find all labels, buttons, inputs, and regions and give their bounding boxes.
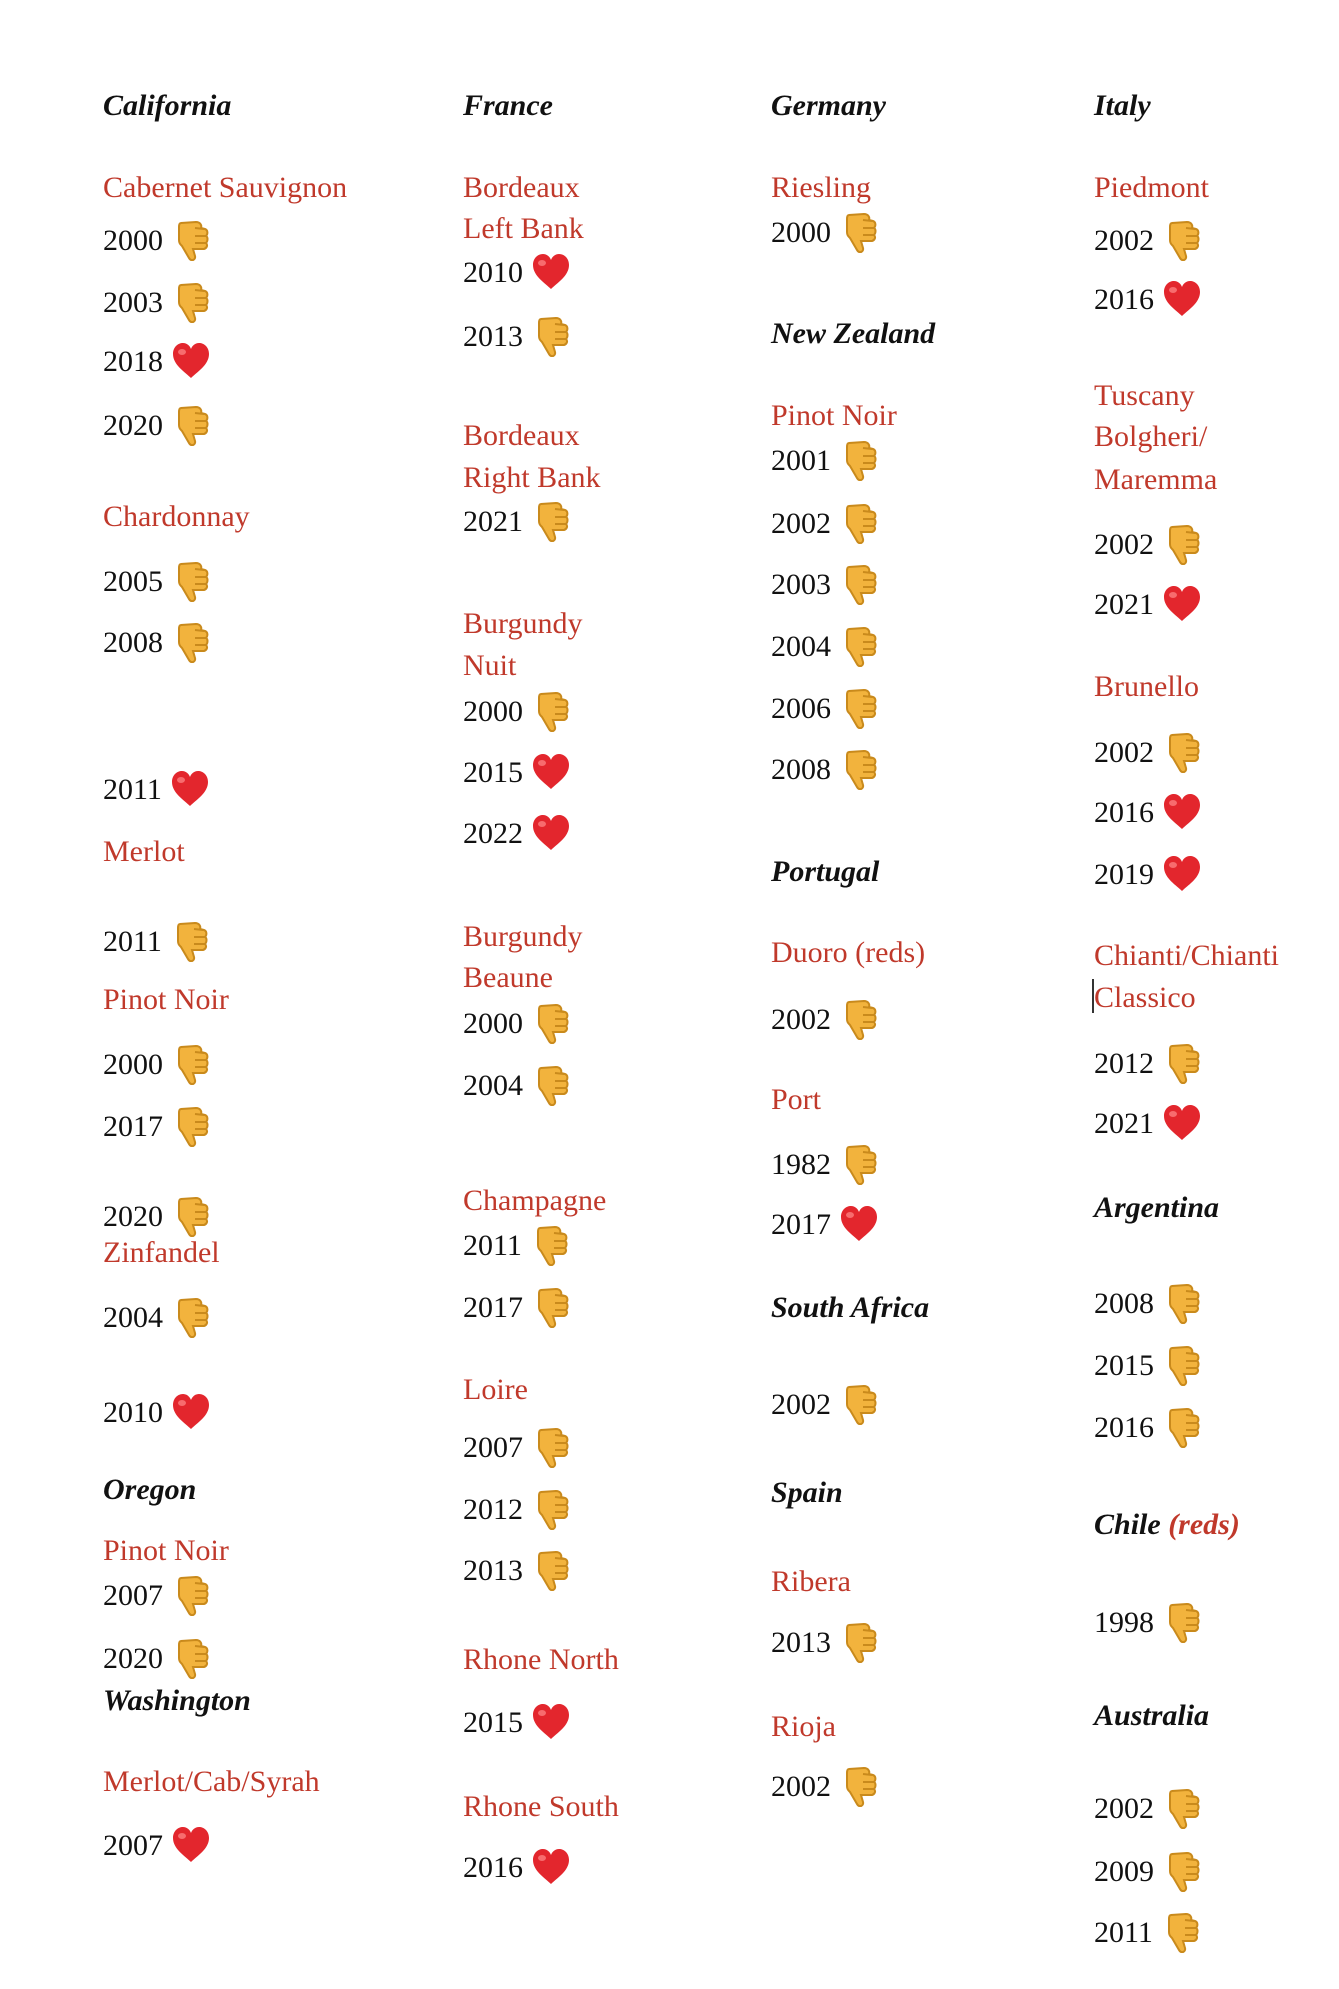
vintage-row: [771, 1146, 879, 1188]
vintage-year: 2006: [771, 691, 831, 725]
vintage-year: 2021: [1094, 587, 1154, 621]
vintage-row: [771, 690, 879, 732]
heart-icon: [839, 1205, 879, 1243]
thumbs-down-icon: [1162, 1282, 1202, 1324]
vintage-row: [463, 503, 571, 545]
vintage-year: 2003: [103, 285, 163, 319]
vintage-year: 2008: [103, 625, 163, 659]
thumbs-down-icon: [839, 439, 879, 481]
wine-subheading: Rhone South: [463, 1790, 619, 1823]
vintage-row: [103, 1640, 211, 1682]
region-heading-text: New Zealand: [771, 317, 936, 350]
wine-subheading: Tuscany: [1094, 379, 1195, 412]
vintage-row: [771, 1208, 879, 1246]
vintage-year: 2000: [463, 694, 523, 728]
region-heading-text: Washington: [103, 1684, 251, 1717]
heart-icon: [1162, 855, 1202, 893]
vintage-row: [103, 1396, 211, 1434]
vintage-row: [463, 1067, 571, 1109]
vintage-year: 1982: [771, 1147, 831, 1181]
thumbs-down-icon: [171, 560, 211, 602]
region-heading-text: South Africa: [771, 1291, 930, 1324]
vintage-row: [771, 1001, 879, 1043]
wine-subheading: Chianti/Chianti: [1094, 939, 1279, 972]
heart-icon: [531, 814, 571, 852]
vintage-row: [771, 442, 879, 484]
region-heading-text: Chile: [1094, 1508, 1161, 1541]
vintage-row: [463, 693, 571, 735]
vintage-year: 2004: [103, 1300, 163, 1334]
wine-subheading: Pinot Noir: [103, 983, 229, 1016]
thumbs-down-icon: [171, 1296, 211, 1338]
region-heading: [1094, 1510, 1240, 1540]
wine-subheading: Loire: [463, 1373, 528, 1406]
vintage-year: 2018: [103, 344, 163, 378]
thumbs-down-icon: [1162, 219, 1202, 261]
thumbs-down-icon: [171, 621, 211, 663]
vintage-row: [771, 751, 879, 793]
vintage-year: 2008: [771, 752, 831, 786]
vintage-row: [103, 773, 210, 811]
wine-subheading: Pinot Noir: [771, 399, 897, 432]
vintage-row: [771, 1624, 879, 1666]
thumbs-down-icon: [171, 404, 211, 446]
region-heading-text: Spain: [771, 1476, 843, 1509]
vintage-year: 2000: [103, 1047, 163, 1081]
vintage-row: [1094, 222, 1202, 264]
thumbs-down-icon: [171, 281, 211, 323]
wine-subheading: Rioja: [771, 1710, 836, 1743]
vintage-row: [463, 817, 571, 855]
vintage-year: 2016: [1094, 1410, 1154, 1444]
vintage-row: [463, 1429, 571, 1471]
wine-subheading: Chardonnay: [103, 500, 250, 533]
vintage-row: [463, 1005, 571, 1047]
thumbs-down-icon: [531, 1002, 571, 1044]
wine-subheading: Bordeaux: [463, 419, 580, 452]
vintage-year: 2002: [1094, 1791, 1154, 1825]
vintage-year: 2021: [463, 504, 523, 538]
vintage-year: 2012: [463, 1492, 523, 1526]
thumbs-down-icon: [531, 1064, 571, 1106]
thumbs-down-icon: [1162, 1042, 1202, 1084]
region-heading: [103, 1475, 196, 1505]
heart-icon: [1162, 280, 1202, 318]
wine-subheading: Beaune: [463, 961, 553, 994]
vintage-row: [463, 1706, 571, 1744]
thumbs-down-icon: [531, 690, 571, 732]
vintage-year: 2002: [771, 1387, 831, 1421]
vintage-row: [771, 1386, 879, 1428]
vintage-row: [463, 756, 571, 794]
heart-icon: [171, 342, 211, 380]
wine-subheading: Merlot: [103, 835, 185, 868]
region-heading: [771, 1293, 929, 1323]
vintage-row: [771, 1768, 879, 1810]
heart-icon: [171, 1826, 211, 1864]
vintage-year: 2002: [1094, 223, 1154, 257]
vintage-year: 2007: [463, 1430, 523, 1464]
vintage-year: 2002: [1094, 527, 1154, 561]
wine-subheading: Cabernet Sauvignon: [103, 171, 348, 204]
heart-icon: [1162, 585, 1202, 623]
vintage-row: [1094, 1853, 1202, 1895]
heart-icon: [1162, 1104, 1202, 1142]
wine-subheading: Brunello: [1094, 670, 1199, 703]
vintage-row: [1094, 1409, 1202, 1451]
region-heading-text: Australia: [1094, 1699, 1210, 1732]
thumbs-down-icon: [171, 219, 211, 261]
vintage-year: 2021: [1094, 1106, 1154, 1140]
wine-subheading: Port: [771, 1083, 822, 1116]
thumbs-down-icon: [839, 1383, 879, 1425]
vintage-year: 2001: [771, 443, 831, 477]
wine-subheading: Bordeaux: [463, 171, 580, 204]
vintage-year: 2017: [771, 1207, 831, 1241]
vintage-row: [463, 1227, 570, 1269]
vintage-row: [463, 1851, 571, 1889]
vintage-row: [1094, 734, 1202, 776]
vintage-year: 2000: [103, 223, 163, 257]
wine-subheading: Right Bank: [463, 461, 601, 494]
vintage-row: [1094, 526, 1202, 568]
thumbs-down-icon: [1162, 1406, 1202, 1448]
thumbs-down-icon: [531, 500, 571, 542]
region-heading: [771, 857, 879, 887]
thumbs-down-icon: [1162, 1601, 1202, 1643]
vintage-year: 2020: [103, 1199, 163, 1233]
vintage-row: [771, 566, 879, 608]
region-heading-text: France: [463, 89, 553, 122]
heart-icon: [531, 1848, 571, 1886]
region-heading-text: Portugal: [771, 855, 880, 888]
thumbs-down-icon: [839, 563, 879, 605]
wine-subheading: Burgundy: [463, 920, 583, 953]
vintage-year: 2010: [463, 255, 523, 289]
vintage-row: [1094, 796, 1202, 834]
wine-subheading: Nuit: [463, 649, 517, 682]
vintage-year: 2011: [1094, 1915, 1153, 1949]
vintage-row: [103, 923, 210, 965]
vintage-row: [103, 1577, 211, 1619]
region-heading: [1094, 91, 1151, 121]
vintage-year: 2019: [1094, 857, 1154, 891]
heart-icon: [170, 770, 210, 808]
vintage-year: 2002: [771, 506, 831, 540]
thumbs-down-icon: [839, 625, 879, 667]
thumbs-down-icon: [531, 1549, 571, 1591]
vintage-row: [771, 628, 879, 670]
region-heading: [1094, 1193, 1219, 1223]
thumbs-down-icon: [171, 1195, 211, 1237]
vintage-row: [103, 345, 211, 383]
vintage-year: 2007: [103, 1828, 163, 1862]
vintage-row: [463, 318, 571, 360]
vintage-year: 2002: [771, 1002, 831, 1036]
thumbs-down-icon: [839, 1143, 879, 1185]
vintage-row: [463, 256, 571, 294]
vintage-row: [103, 563, 211, 605]
vintage-row: [103, 284, 211, 326]
vintage-row: [103, 1046, 211, 1088]
vintage-year: 2008: [1094, 1286, 1154, 1320]
thumbs-down-icon: [839, 502, 879, 544]
thumbs-down-icon: [171, 1574, 211, 1616]
vintage-row: [103, 1198, 211, 1240]
region-heading-text: Germany: [771, 89, 886, 122]
vintage-year: 2002: [771, 1769, 831, 1803]
heart-icon: [171, 1393, 211, 1431]
wine-subheading: Zinfandel: [103, 1236, 220, 1269]
vintage-row: [1094, 1914, 1201, 1956]
thumbs-down-icon: [1162, 523, 1202, 565]
vintage-year: 2002: [1094, 735, 1154, 769]
thumbs-down-icon: [170, 920, 210, 962]
vintage-row: [463, 1491, 571, 1533]
wine-subheading: Maremma: [1094, 463, 1218, 496]
vintage-year: 2013: [463, 1553, 523, 1587]
region-heading-qualifier: (reds): [1168, 1508, 1240, 1541]
vintage-year: 2003: [771, 567, 831, 601]
heart-icon: [531, 753, 571, 791]
region-heading: [1094, 1701, 1209, 1731]
thumbs-down-icon: [531, 1286, 571, 1328]
vintage-row: [771, 214, 879, 256]
vintage-year: 2017: [103, 1109, 163, 1143]
heart-icon: [531, 253, 571, 291]
vintage-year: 2004: [463, 1068, 523, 1102]
wine-subheading: Duoro (reds): [771, 936, 926, 969]
thumbs-down-icon: [530, 1224, 570, 1266]
vintage-year: 2022: [463, 816, 523, 850]
vintage-row: [463, 1289, 571, 1331]
region-heading: [771, 319, 935, 349]
thumbs-down-icon: [531, 1488, 571, 1530]
vintage-year: 2020: [103, 1641, 163, 1675]
heart-icon: [531, 1703, 571, 1741]
wine-subheading: Rhone North: [463, 1643, 619, 1676]
vintage-year: 2013: [771, 1625, 831, 1659]
vintage-year: 2010: [103, 1395, 163, 1429]
region-heading-text: Italy: [1094, 89, 1151, 122]
thumbs-down-icon: [1162, 1787, 1202, 1829]
vintage-row: [1094, 1107, 1202, 1145]
vintage-year: 2011: [103, 772, 162, 806]
vintage-row: [103, 1829, 211, 1867]
thumbs-down-icon: [531, 315, 571, 357]
wine-subheading: Burgundy: [463, 607, 583, 640]
vintage-row: [103, 222, 211, 264]
vintage-year: 2000: [771, 215, 831, 249]
thumbs-down-icon: [1162, 1344, 1202, 1386]
thumbs-down-icon: [171, 1043, 211, 1085]
region-heading: [771, 91, 886, 121]
vintage-year: 2015: [1094, 1348, 1154, 1382]
vintage-year: 2015: [463, 1705, 523, 1739]
region-heading: [103, 91, 231, 121]
vintage-year: 2016: [463, 1850, 523, 1884]
vintage-year: 2005: [103, 564, 163, 598]
vintage-year: 2016: [1094, 282, 1154, 316]
thumbs-down-icon: [839, 748, 879, 790]
thumbs-down-icon: [839, 211, 879, 253]
vintage-row: [103, 624, 211, 666]
thumbs-down-icon: [839, 687, 879, 729]
thumbs-down-icon: [839, 998, 879, 1040]
region-heading: [771, 1478, 843, 1508]
vintage-row: [1094, 1790, 1202, 1832]
vintage-row: [103, 1299, 211, 1341]
vintage-row: [1094, 858, 1202, 896]
vintage-row: [1094, 1347, 1202, 1389]
thumbs-down-icon: [839, 1621, 879, 1663]
region-heading: [463, 91, 553, 121]
vintage-year: 1998: [1094, 1605, 1154, 1639]
vintage-year: 2020: [103, 408, 163, 442]
region-heading-text: California: [103, 89, 232, 122]
vintage-row: [1094, 588, 1202, 626]
vintage-row: [1094, 1604, 1202, 1646]
wine-subheading: Ribera: [771, 1565, 851, 1598]
vintage-row: [771, 505, 879, 547]
thumbs-down-icon: [171, 1637, 211, 1679]
heart-icon: [1162, 793, 1202, 831]
thumbs-down-icon: [1162, 731, 1202, 773]
thumbs-down-icon: [531, 1426, 571, 1468]
wine-subheading: Bolgheri/: [1094, 420, 1208, 453]
wine-subheading: Riesling: [771, 171, 872, 204]
vintage-year: 2015: [463, 755, 523, 789]
vintage-year: 2000: [463, 1006, 523, 1040]
vintage-year: 2016: [1094, 795, 1154, 829]
vintage-row: [1094, 1285, 1202, 1327]
region-heading-text: Oregon: [103, 1473, 197, 1506]
vintage-year: 2009: [1094, 1854, 1154, 1888]
vintage-year: 2004: [771, 629, 831, 663]
vintage-year: 2011: [463, 1228, 522, 1262]
vintage-year: 2012: [1094, 1046, 1154, 1080]
vintage-year: 2013: [463, 319, 523, 353]
thumbs-down-icon: [839, 1765, 879, 1807]
wine-subheading: Champagne: [463, 1184, 607, 1217]
wine-subheading: Left Bank: [463, 212, 584, 245]
thumbs-down-icon: [1161, 1911, 1201, 1953]
region-heading-text: Argentina: [1094, 1191, 1220, 1224]
vintage-row: [103, 1108, 211, 1150]
wine-subheading: Classico: [1094, 981, 1196, 1014]
region-heading: [103, 1686, 251, 1716]
thumbs-down-icon: [171, 1105, 211, 1147]
vintage-year: 2017: [463, 1290, 523, 1324]
wine-subheading: Pinot Noir: [103, 1534, 229, 1567]
vintage-row: [103, 407, 211, 449]
thumbs-down-icon: [1162, 1850, 1202, 1892]
vintage-row: [1094, 283, 1202, 321]
vintage-year: 2007: [103, 1578, 163, 1612]
vintage-row: [1094, 1045, 1202, 1087]
wine-subheading: Merlot/Cab/Syrah: [103, 1765, 320, 1798]
vintage-year: 2011: [103, 924, 162, 958]
vintage-row: [463, 1552, 571, 1594]
wine-subheading: Piedmont: [1094, 171, 1210, 204]
